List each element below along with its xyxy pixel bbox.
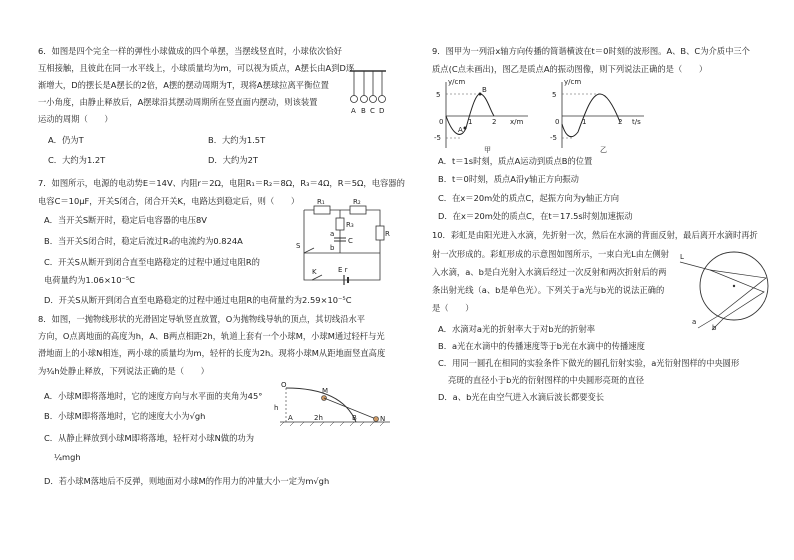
q8-track-figure xyxy=(272,380,394,430)
pendulum-ball-a xyxy=(351,96,358,103)
q10-line-3: 入水滴，a、b是白光射入水滴后经过一次反射和两次折射后的两 xyxy=(432,267,667,277)
label-b-ray: b xyxy=(712,324,717,332)
graph-jia-label-b: B xyxy=(482,86,487,94)
graph-jia-y-top: 5 xyxy=(436,91,441,99)
pendulum-label-c: C xyxy=(370,107,375,115)
graph-jia-y-unit: y/cm xyxy=(448,78,466,86)
q10-option-b: B．a光在水滴中的传播速度等于b光在水滴中的传播速度 xyxy=(438,341,645,351)
q7-option-c: C．开关S从断开到闭合直至电路稳定的过程中通过电阻R的 xyxy=(44,257,260,267)
resistor-r xyxy=(376,226,384,240)
q8-line-3: 滑地面上的小球N相连，两小球的质量均为m，轻杆的长度为2h。现将小球M从距地面竖直高度 xyxy=(38,348,386,358)
pendulum-ball-b xyxy=(361,96,368,103)
label-c: C xyxy=(348,237,353,245)
q9-vibration-graph-yi xyxy=(548,76,648,154)
q7-circuit-figure xyxy=(292,198,392,290)
resistor-r3 xyxy=(336,218,344,230)
label-h: h xyxy=(274,404,279,412)
graph-jia-caption: 甲 xyxy=(484,146,491,154)
label-r3: R₃ xyxy=(346,221,354,229)
incident-light-l xyxy=(680,262,710,270)
light-rod xyxy=(324,398,376,419)
label-n: N xyxy=(380,415,386,423)
graph-jia-origin: 0 xyxy=(439,118,444,126)
q9-option-a: A．t＝1s时刻，质点A运动到质点B的位置 xyxy=(438,156,593,166)
q6-option-c: C．大约为1.2T xyxy=(48,155,106,165)
q6-pendulum-figure xyxy=(340,66,390,118)
graph-yi-x-unit: t/s xyxy=(632,118,641,126)
graph-jia-label-a: A xyxy=(458,126,463,134)
label-a-point: A xyxy=(288,414,293,422)
label-r1: R₁ xyxy=(317,198,325,206)
label-2h: 2h xyxy=(314,414,323,422)
q8-option-b: B．小球M即将落地时，它的速度大小为√gh xyxy=(44,411,206,421)
label-k: K xyxy=(312,268,317,276)
q10-line-4: 条出射光线（a、b是单色光）。下列关于a光与b光的说法正确的 xyxy=(432,285,665,295)
ray-path-b xyxy=(710,270,764,318)
q8-option-c-cont: ¼mgh xyxy=(54,452,81,462)
graph-jia-point-a xyxy=(464,127,467,130)
q10-option-c: C．用同一圆孔在相同的实验条件下做光的圆孔衍射实验，a光衍射图样的中央圆形 xyxy=(438,358,740,368)
q9-option-c: C．在x＝20m处的质点C，起振方向为y轴正方向 xyxy=(438,193,620,203)
q6-line-4: 一小角度，由静止释放后，A摆球沿其摆动周期所在竖直面内摆动，则该装置 xyxy=(38,97,318,107)
q10-water-droplet-figure xyxy=(676,246,774,332)
q9-line-1: 9．图甲为一列沿x轴方向传播的简谐横波在t＝0时刻的波形图。A、B、C为介质中三个 xyxy=(432,46,750,56)
droplet-center xyxy=(733,285,735,287)
q6-line-5: 运动的周期（ ） xyxy=(38,114,113,124)
resistor-r2 xyxy=(350,206,366,214)
q7-line-1: 7．如图所示，电源的电动势E＝14V、内阻r＝2Ω，电阻R₁＝R₂＝8Ω，R₃＝4Ω，R＝5Ω，电容器的 xyxy=(38,178,405,188)
label-b: b xyxy=(330,244,335,252)
graph-jia-x2: 2 xyxy=(492,118,497,126)
q10-option-a: A．水滴对a光的折射率大于对b光的折射率 xyxy=(438,324,596,334)
q6-line-2: 互相接触，且彼此在同一水平线上，小球质量均为m，可以视为质点，A摆长由A到D逐 xyxy=(38,63,355,73)
label-s: S xyxy=(296,242,301,250)
q7-option-a: A．当开关S断开时，稳定后电容器的电压8V xyxy=(44,215,207,225)
q7-option-c-cont: 电荷量约为1.06×10⁻⁵C xyxy=(44,275,135,285)
q6-option-a: A．仍为T xyxy=(48,135,84,145)
q9-line-2: 质点(C点未画出)，图乙是质点A的振动图像，则下列说法正确的是（ ） xyxy=(432,64,708,74)
label-m: M xyxy=(322,387,329,395)
graph-yi-origin: 0 xyxy=(555,118,560,126)
graph-jia-x1: 1 xyxy=(468,118,473,126)
graph-yi-x1: 1 xyxy=(582,118,587,126)
q10-option-d: D．a、b光在由空气进入水滴后波长都要变长 xyxy=(438,392,605,402)
label-a-ray: a xyxy=(692,318,697,326)
label-a: a xyxy=(330,230,335,238)
graph-jia-y-bot: -5 xyxy=(434,134,441,142)
q8-option-d: D．若小球M落地后不反弹，则地面对小球M的作用力的冲量大小一定为m√gh xyxy=(44,476,330,486)
q7-option-d: D．开关S从断开到闭合直至电路稳定的过程中通过电阻R的电荷量约为2.59×10⁻⁵C xyxy=(44,295,352,305)
graph-yi-y-unit: y/cm xyxy=(564,78,582,86)
graph-yi-caption: 乙 xyxy=(600,146,607,154)
q9-wave-graph-jia xyxy=(432,76,532,154)
graph-jia-x-unit: x/m xyxy=(510,118,524,126)
ground-hatching xyxy=(280,422,384,426)
q10-option-c-cont: 亮斑的直径小于b光的衍射图样的中央圆形亮斑的直径 xyxy=(448,375,645,385)
graph-jia-wave xyxy=(446,94,497,134)
q8-line-1: 8．如图，一抛物线形状的光滑固定导轨竖直放置，O为抛物线导轨的顶点，其切线沿水平 xyxy=(38,314,366,324)
graph-yi-y-bot: -5 xyxy=(550,134,557,142)
q6-line-3: 渐增大，D的摆长是A摆长的2倍，A摆的摆动周期为T，现将A摆球拉离平衡位置 xyxy=(38,80,329,90)
q7-option-b: B．当开关S闭合时，稳定后流过R₃的电流约为0.824A xyxy=(44,236,243,246)
q9-option-b: B．t＝0时刻，质点A沿y轴正方向振动 xyxy=(438,174,579,184)
pendulum-label-d: D xyxy=(379,107,385,115)
q10-line-2: 射一次形成的。彩虹形成的示意图如图所示，一束白光L由左侧射 xyxy=(432,249,669,259)
switch-s xyxy=(304,248,314,253)
q6-option-d: D．大约为2T xyxy=(208,155,258,165)
resistor-r1 xyxy=(314,206,330,214)
graph-yi-wave xyxy=(562,94,623,137)
q8-line-4: 为¾h处静止释放，下列说法正确的是（ ） xyxy=(38,366,209,376)
q10-line-1: 10．彩虹是由阳光进入水滴，先折射一次，然后在水滴的背面反射，最后离开水滴时再折 xyxy=(432,230,758,240)
pendulum-ball-d xyxy=(379,96,386,103)
q8-option-c: C．从静止释放到小球M即将落地，轻杆对小球N做的功为 xyxy=(44,433,254,443)
q6-line-1: 6．如图是四个完全一样的弹性小球做成的四个单摆，当摆线竖直时，小球依次恰好 xyxy=(38,46,342,56)
q7-line-2: 电容C＝10μF，开关S闭合，闭合开关K，电路达到稳定后，则（ ） xyxy=(38,196,300,206)
q8-line-2: 方向，O点离地面的高度为h，A、B两点相距2h，轨道上套有一个小球M，小球M通过轻杆与光 xyxy=(38,331,385,341)
ball-n xyxy=(374,417,379,422)
graph-yi-x2: 2 xyxy=(618,118,623,126)
q8-option-a: A．小球M即将落地时，它的速度方向与水平面的夹角为45° xyxy=(44,391,263,401)
label-r2: R₂ xyxy=(353,198,361,206)
pendulum-label-a: A xyxy=(351,107,356,115)
q9-option-d: D．在x＝20m处的质点C，在t＝17.5s时刻加速振动 xyxy=(438,211,633,221)
pendulum-ball-c xyxy=(370,96,377,103)
pendulum-label-b: B xyxy=(361,107,366,115)
graph-yi-y-top: 5 xyxy=(552,91,557,99)
label-r: R xyxy=(385,230,390,238)
q10-line-5: 是（ ） xyxy=(432,303,474,313)
label-b-point: B xyxy=(352,414,357,422)
q6-option-b: B．大约为1.5T xyxy=(208,135,266,145)
label-o: O xyxy=(281,381,287,389)
label-battery: E r xyxy=(338,266,348,274)
label-l: L xyxy=(680,253,684,261)
